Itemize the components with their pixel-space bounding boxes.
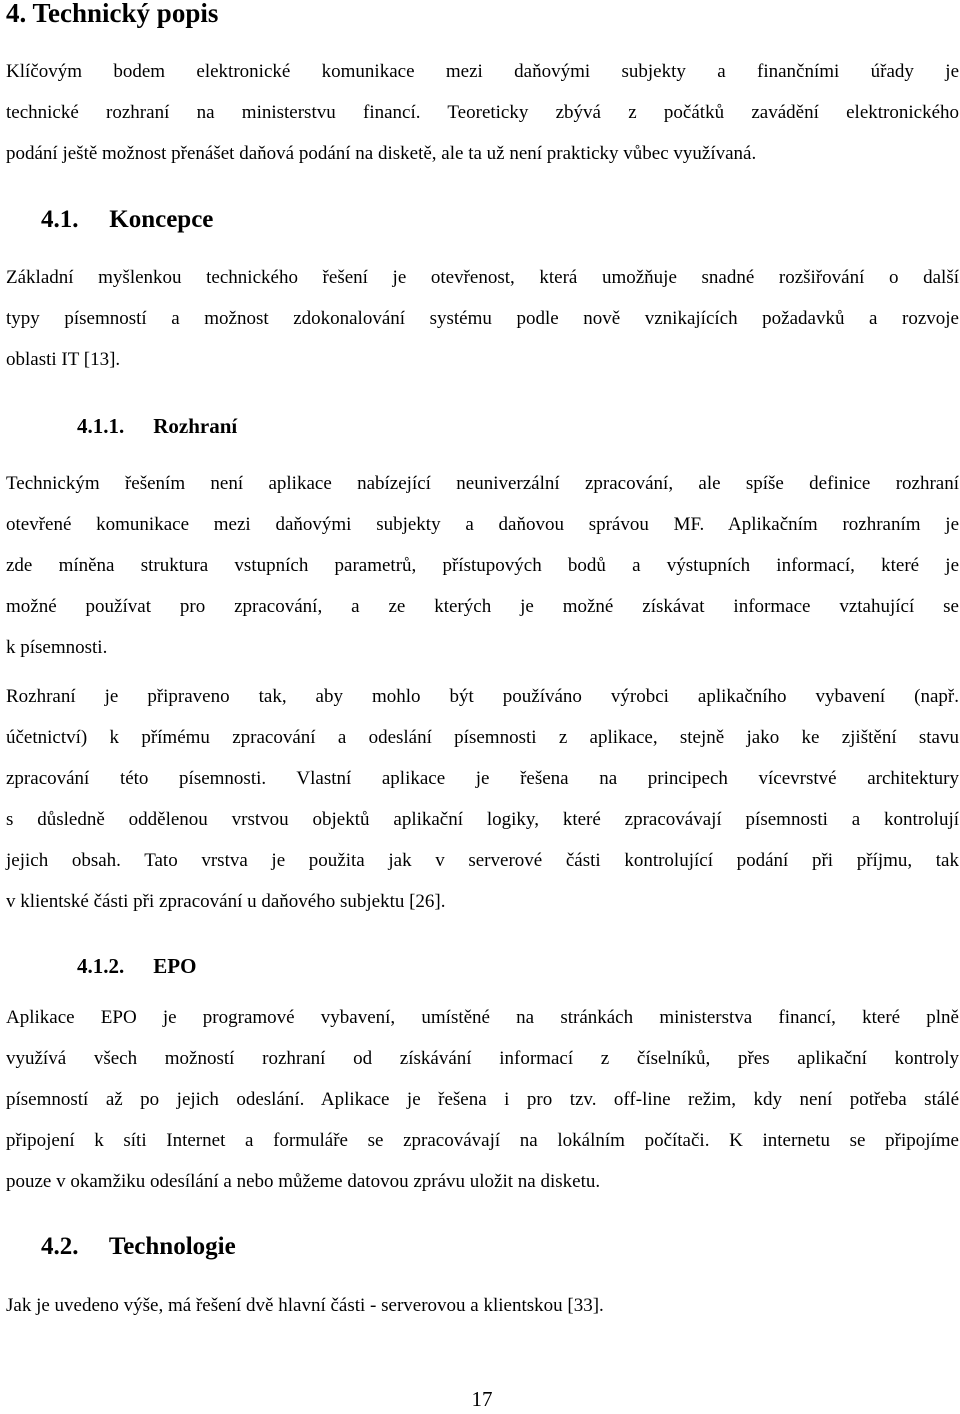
text-line: otevřené komunikace mezi daňovými subjekty a daňovou správou MF. Aplikačním rozhraním je <box>6 514 959 535</box>
chapter-title: Technický popis <box>32 0 219 28</box>
section-number: 4.1.1. <box>77 414 125 438</box>
epo-paragraph <box>6 997 959 1202</box>
text-line: Technickým řešením není aplikace nabízející neuniverzální zpracování, ale spíše definice rozhraní <box>6 473 959 494</box>
chapter-number: 4. <box>6 0 27 28</box>
text-line: zpracování této písemnosti. Vlastní aplikace je řešena na principech vícevrstvé architektury <box>6 768 959 789</box>
section-4-1-heading <box>41 203 213 237</box>
text-line: účetnictví) k přímému zpracování a odeslání písemnosti z aplikace, stejně jako ke zjištění stavu <box>6 727 959 748</box>
text-line: písemností až po jejich odeslání. Aplikace je řešena i pro tzv. off-line režim, kdy není potřeba stálé <box>6 1089 959 1110</box>
section-title: Koncepce <box>109 206 214 233</box>
text-line: podání ještě možnost přenášet daňová podání na disketě, ale ta už není prakticky vůbec využívaná. <box>6 143 757 164</box>
section-4-1-1-heading <box>77 411 237 441</box>
section-title: EPO <box>153 954 197 978</box>
text-line: využívá všech možností rozhraní od získávání informací z číselníků, přes aplikační kontroly <box>6 1048 959 1069</box>
text-line: technické rozhraní na ministerstvu financí. Teoreticky zbývá z počátků zavádění elektronického <box>6 102 959 123</box>
text-line: typy písemností a možnost zdokonalování systému podle nově vznikajících požadavků a rozvoje <box>6 308 959 329</box>
text-line: Klíčovým bodem elektronické komunikace mezi daňovými subjekty a finančními úřady je <box>6 61 959 82</box>
section-number: 4.2. <box>41 1233 79 1260</box>
text-line: Rozhraní je připraveno tak, aby mohlo být používáno výrobci aplikačního vybavení (např. <box>6 686 959 707</box>
section-title: Rozhraní <box>153 414 238 438</box>
text-line: Jak je uvedeno výše, má řešení dvě hlavní části - serverovou a klientskou [33]. <box>6 1295 604 1316</box>
text-line: zde míněna struktura vstupních parametrů, přístupových bodů a výstupních informací, které je <box>6 555 959 576</box>
document-page <box>6 0 958 1410</box>
rozhrani-paragraph-1 <box>6 463 959 668</box>
koncepce-paragraph <box>6 257 959 380</box>
section-number: 4.1.2. <box>77 954 125 978</box>
text-line: Aplikace EPO je programové vybavení, umístěné na stránkách ministerstva financí, které plně <box>6 1007 959 1028</box>
section-number: 4.1. <box>41 206 79 233</box>
text-line: s důsledně oddělenou vrstvou objektů aplikační logiky, které zpracovávají písemnosti a kontrolují <box>6 809 959 830</box>
rozhrani-paragraph-2 <box>6 676 959 922</box>
text-line: možné používat pro zpracování, a ze kterých je možné získávat informace vztahující se <box>6 596 959 617</box>
text-line: k písemnosti. <box>6 637 108 658</box>
text-line: připojení k síti Internet a formuláře se zpracovávají na lokálním počítači. K internetu se připojíme <box>6 1130 959 1151</box>
text-line: pouze v okamžiku odesílání a nebo můžeme datovou zprávu uložit na disketu. <box>6 1171 601 1192</box>
page-number: 17 <box>471 1387 493 1411</box>
text-line: jejich obsah. Tato vrstva je použita jak v serverové části kontrolující podání při příjmu, tak <box>6 850 959 871</box>
section-title: Technologie <box>108 1233 236 1260</box>
technologie-paragraph <box>6 1285 959 1326</box>
chapter-heading <box>6 0 218 32</box>
text-line: v klientské části při zpracování u daňového subjektu [26]. <box>6 891 446 912</box>
text-line: Základní myšlenkou technického řešení je otevřenost, která umožňuje snadné rozšiřování o další <box>6 267 959 288</box>
section-4-2-heading <box>41 1230 236 1264</box>
text-line: oblasti IT [13]. <box>6 349 121 370</box>
section-4-1-2-heading <box>77 951 196 981</box>
intro-paragraph <box>6 51 959 174</box>
